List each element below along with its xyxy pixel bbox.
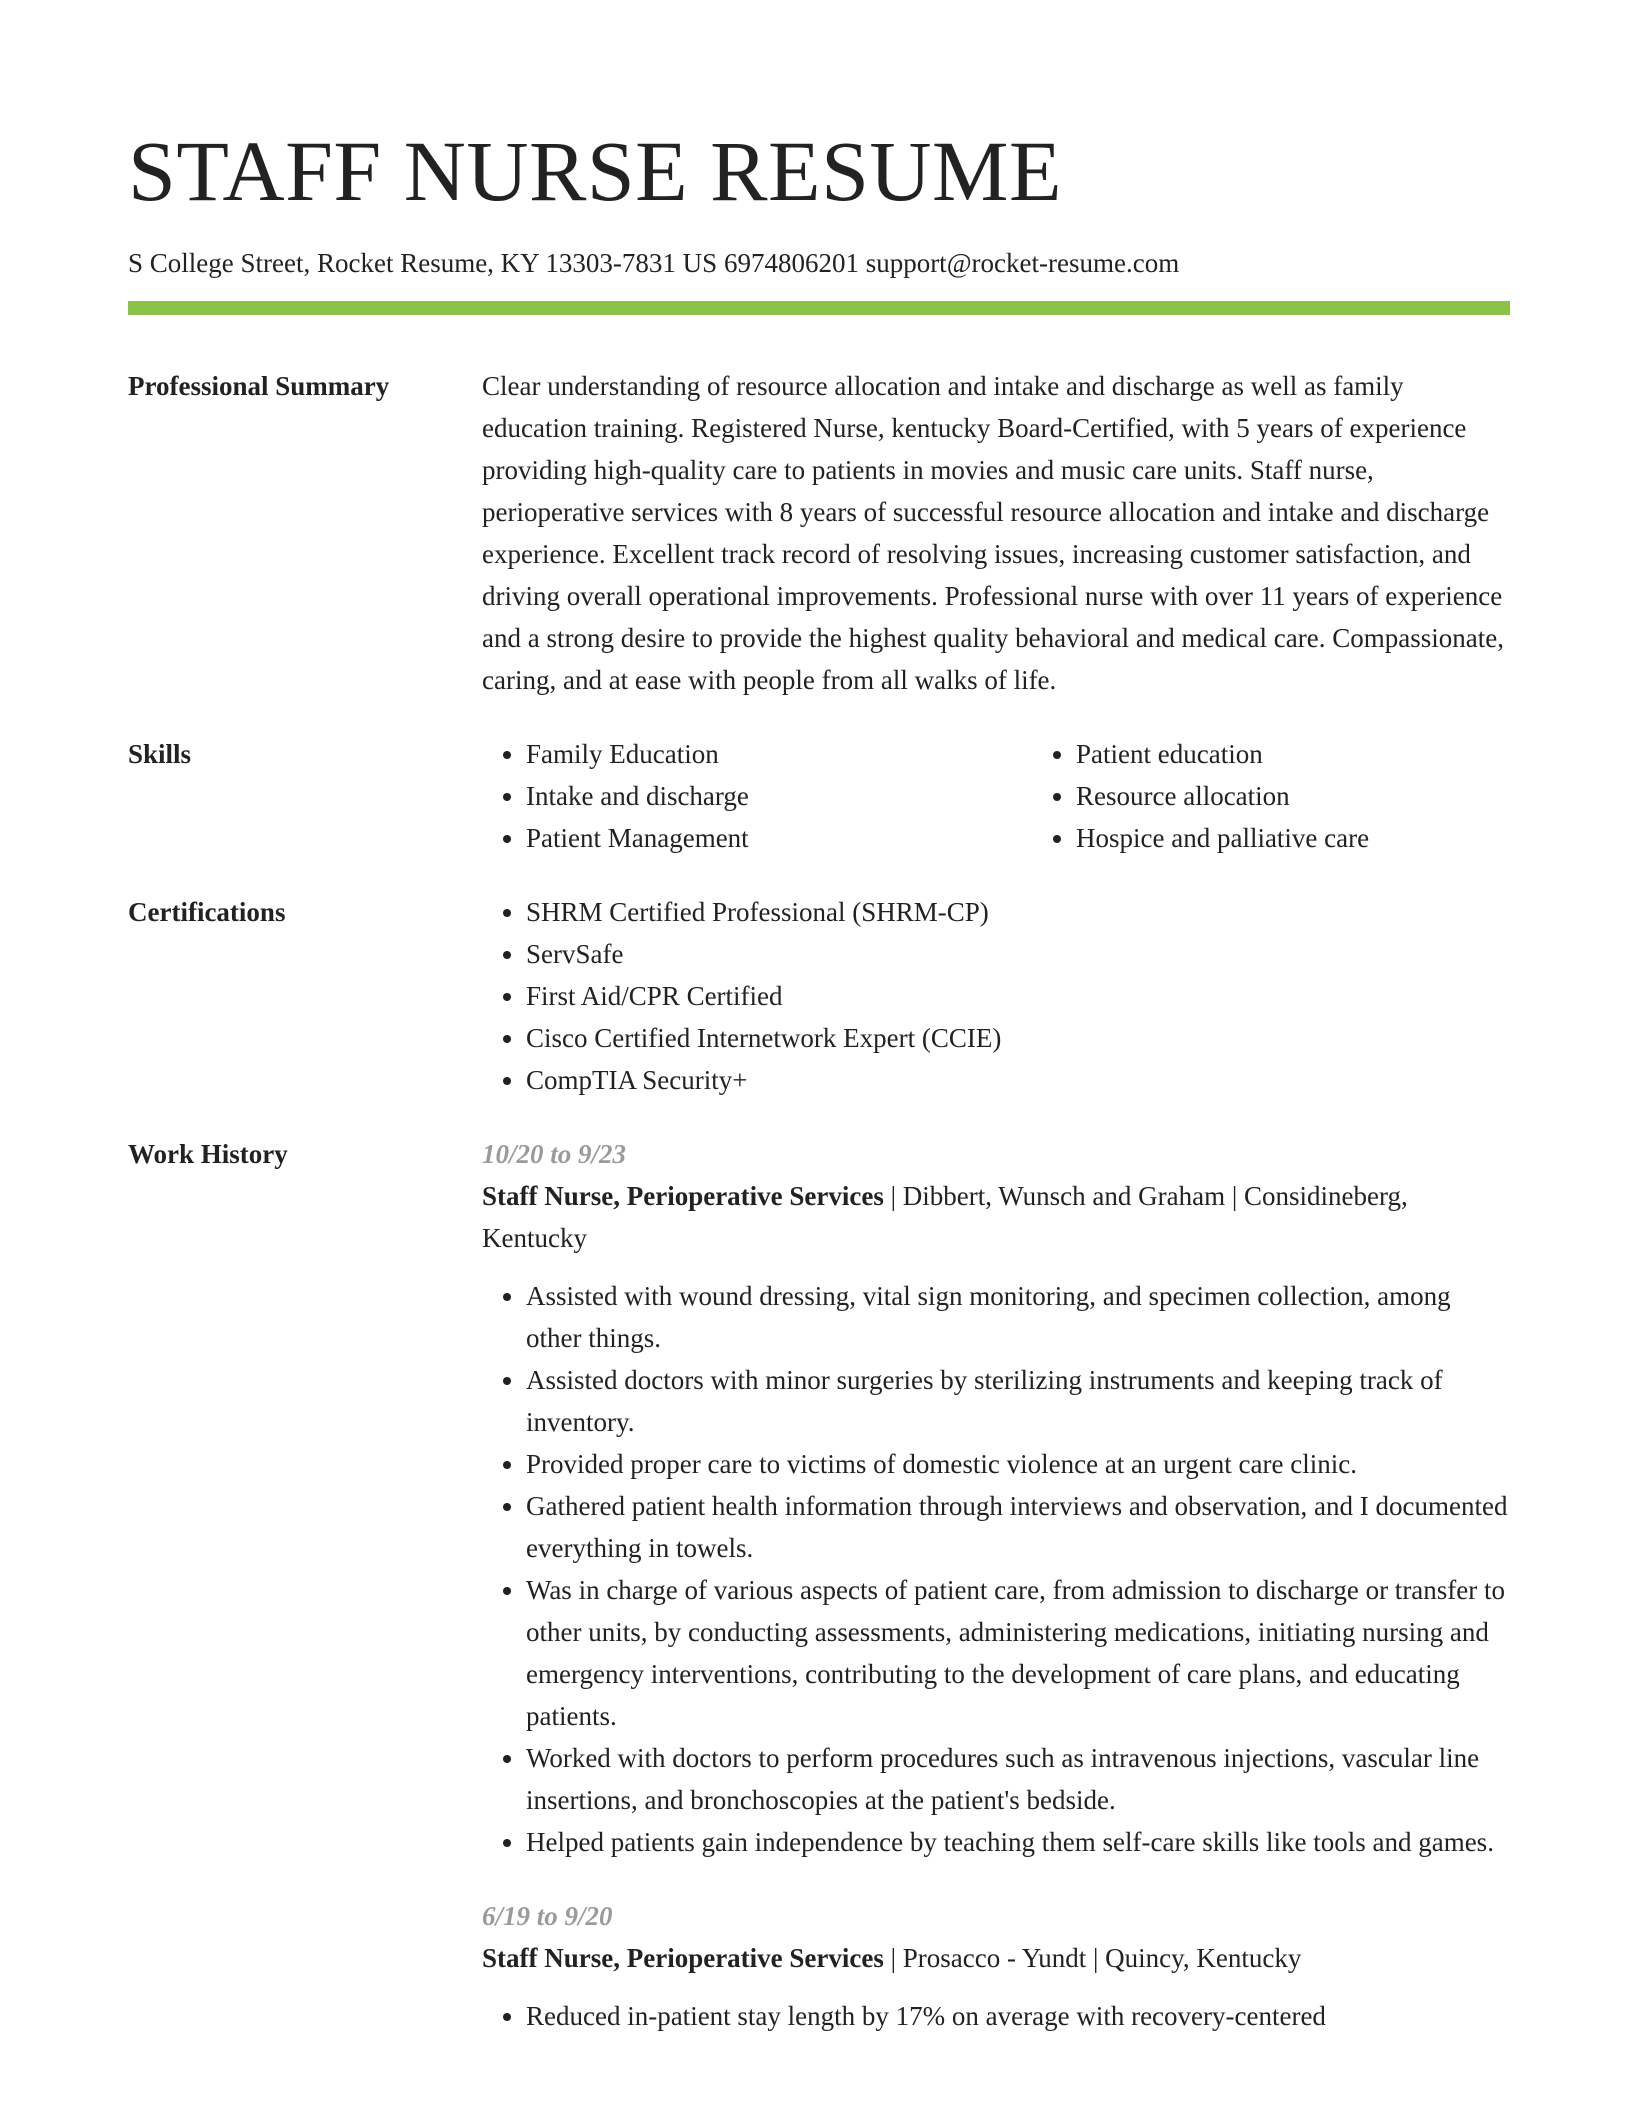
certification-item: • First Aid/CPR Certified [526,975,1510,1017]
summary-text: Clear understanding of resource allocation and intake and discharge as well as family education training. Registered Nurse, kentucky Board-Certified, with 5 years of experience providing high-quality care to patients in movies and music care units. Staff nurse, perioperative services with 8 years of successful resource allocation and intake and discharge experience. Excellent track record of resolving issues, increasing customer satisfaction, and driving overall operational improvements. Professional nurse with over 11 years of experience and a strong desire to provide the highest quality behavioral and medical care. Compassionate, caring, and at ease with people from all walks of life. [482,371,1504,695]
skill-item: • Family Education [526,733,1032,775]
job-bullet: • Helped patients gain independence by teaching them self-care skills like tools and games. [526,1821,1510,1863]
certification-item: • ServSafe [526,933,1510,975]
job-bullet: • Assisted with wound dressing, vital sign monitoring, and specimen collection, among other things. [526,1275,1510,1359]
job-dates: 6/19 to 9/20 [482,1901,613,1931]
job-title: Staff Nurse, Perioperative Services [482,1943,884,1973]
certifications-list [482,891,1510,1101]
contact-line: S College Street, Rocket Resume, KY 13303-7831 US 6974806201 support@rocket-resume.com [128,248,1180,278]
resume-page [128,0,1510,2037]
skills-list-left [482,733,1032,859]
job-entry [482,1133,1510,1863]
skills-body [482,733,1582,859]
job-bullet: • Reduced in-patient stay length by 17% on average with recovery-centered [526,1995,1510,2037]
summary-section [128,365,1510,701]
job-heading [482,1937,1510,1979]
skills-section [128,733,1510,859]
job-bullet-list [482,1275,1510,1863]
skill-item: • Patient education [1076,733,1582,775]
section-label-certifications: Certifications [128,897,286,927]
accent-divider [128,301,1510,315]
section-label-summary: Professional Summary [128,371,390,401]
section-label-work-history: Work History [128,1139,288,1169]
job-title: Staff Nurse, Perioperative Services [482,1181,884,1211]
job-employer-location: | Prosacco - Yundt | Quincy, Kentucky [883,1943,1302,1973]
job-bullet: • Worked with doctors to perform procedures such as intravenous injections, vascular line insertions, and bronchoscopies at the patient's bedside. [526,1737,1510,1821]
skill-item: • Hospice and palliative care [1076,817,1582,859]
skill-item: • Patient Management [526,817,1032,859]
certification-item: • SHRM Certified Professional (SHRM-CP) [526,891,1510,933]
work-history-section [128,1133,1510,2037]
job-bullet: • Assisted doctors with minor surgeries by sterilizing instruments and keeping track of inventory. [526,1359,1510,1443]
summary-body [482,365,1510,701]
certifications-body [482,891,1510,1101]
work-history-body [482,1133,1510,2037]
resume-title: STAFF NURSE RESUME [128,123,1063,219]
job-bullet: • Provided proper care to victims of domestic violence at an urgent care clinic. [526,1443,1510,1485]
job-entry [482,1895,1510,2037]
certification-item: • CompTIA Security+ [526,1059,1510,1101]
section-label-skills: Skills [128,739,192,769]
skill-item: • Resource allocation [1076,775,1582,817]
job-bullet: • Was in charge of various aspects of patient care, from admission to discharge or transfer to other units, by conducting assessments, administering medications, initiating nursing and emergency interventions, contributing to the development of care plans, and educating patients. [526,1569,1510,1737]
job-employer-location: | Dibbert, Wunsch and Graham | Considineberg, Kentucky [482,1181,1408,1253]
job-dates: 10/20 to 9/23 [482,1139,627,1169]
certifications-section [128,891,1510,1101]
skills-list-right [1032,733,1582,859]
certification-item: • Cisco Certified Internetwork Expert (CCIE) [526,1017,1510,1059]
skill-item: • Intake and discharge [526,775,1032,817]
job-bullet: • Gathered patient health information through interviews and observation, and I documented everything in towels. [526,1485,1510,1569]
job-heading [482,1175,1510,1259]
job-bullet-list [482,1995,1510,2037]
